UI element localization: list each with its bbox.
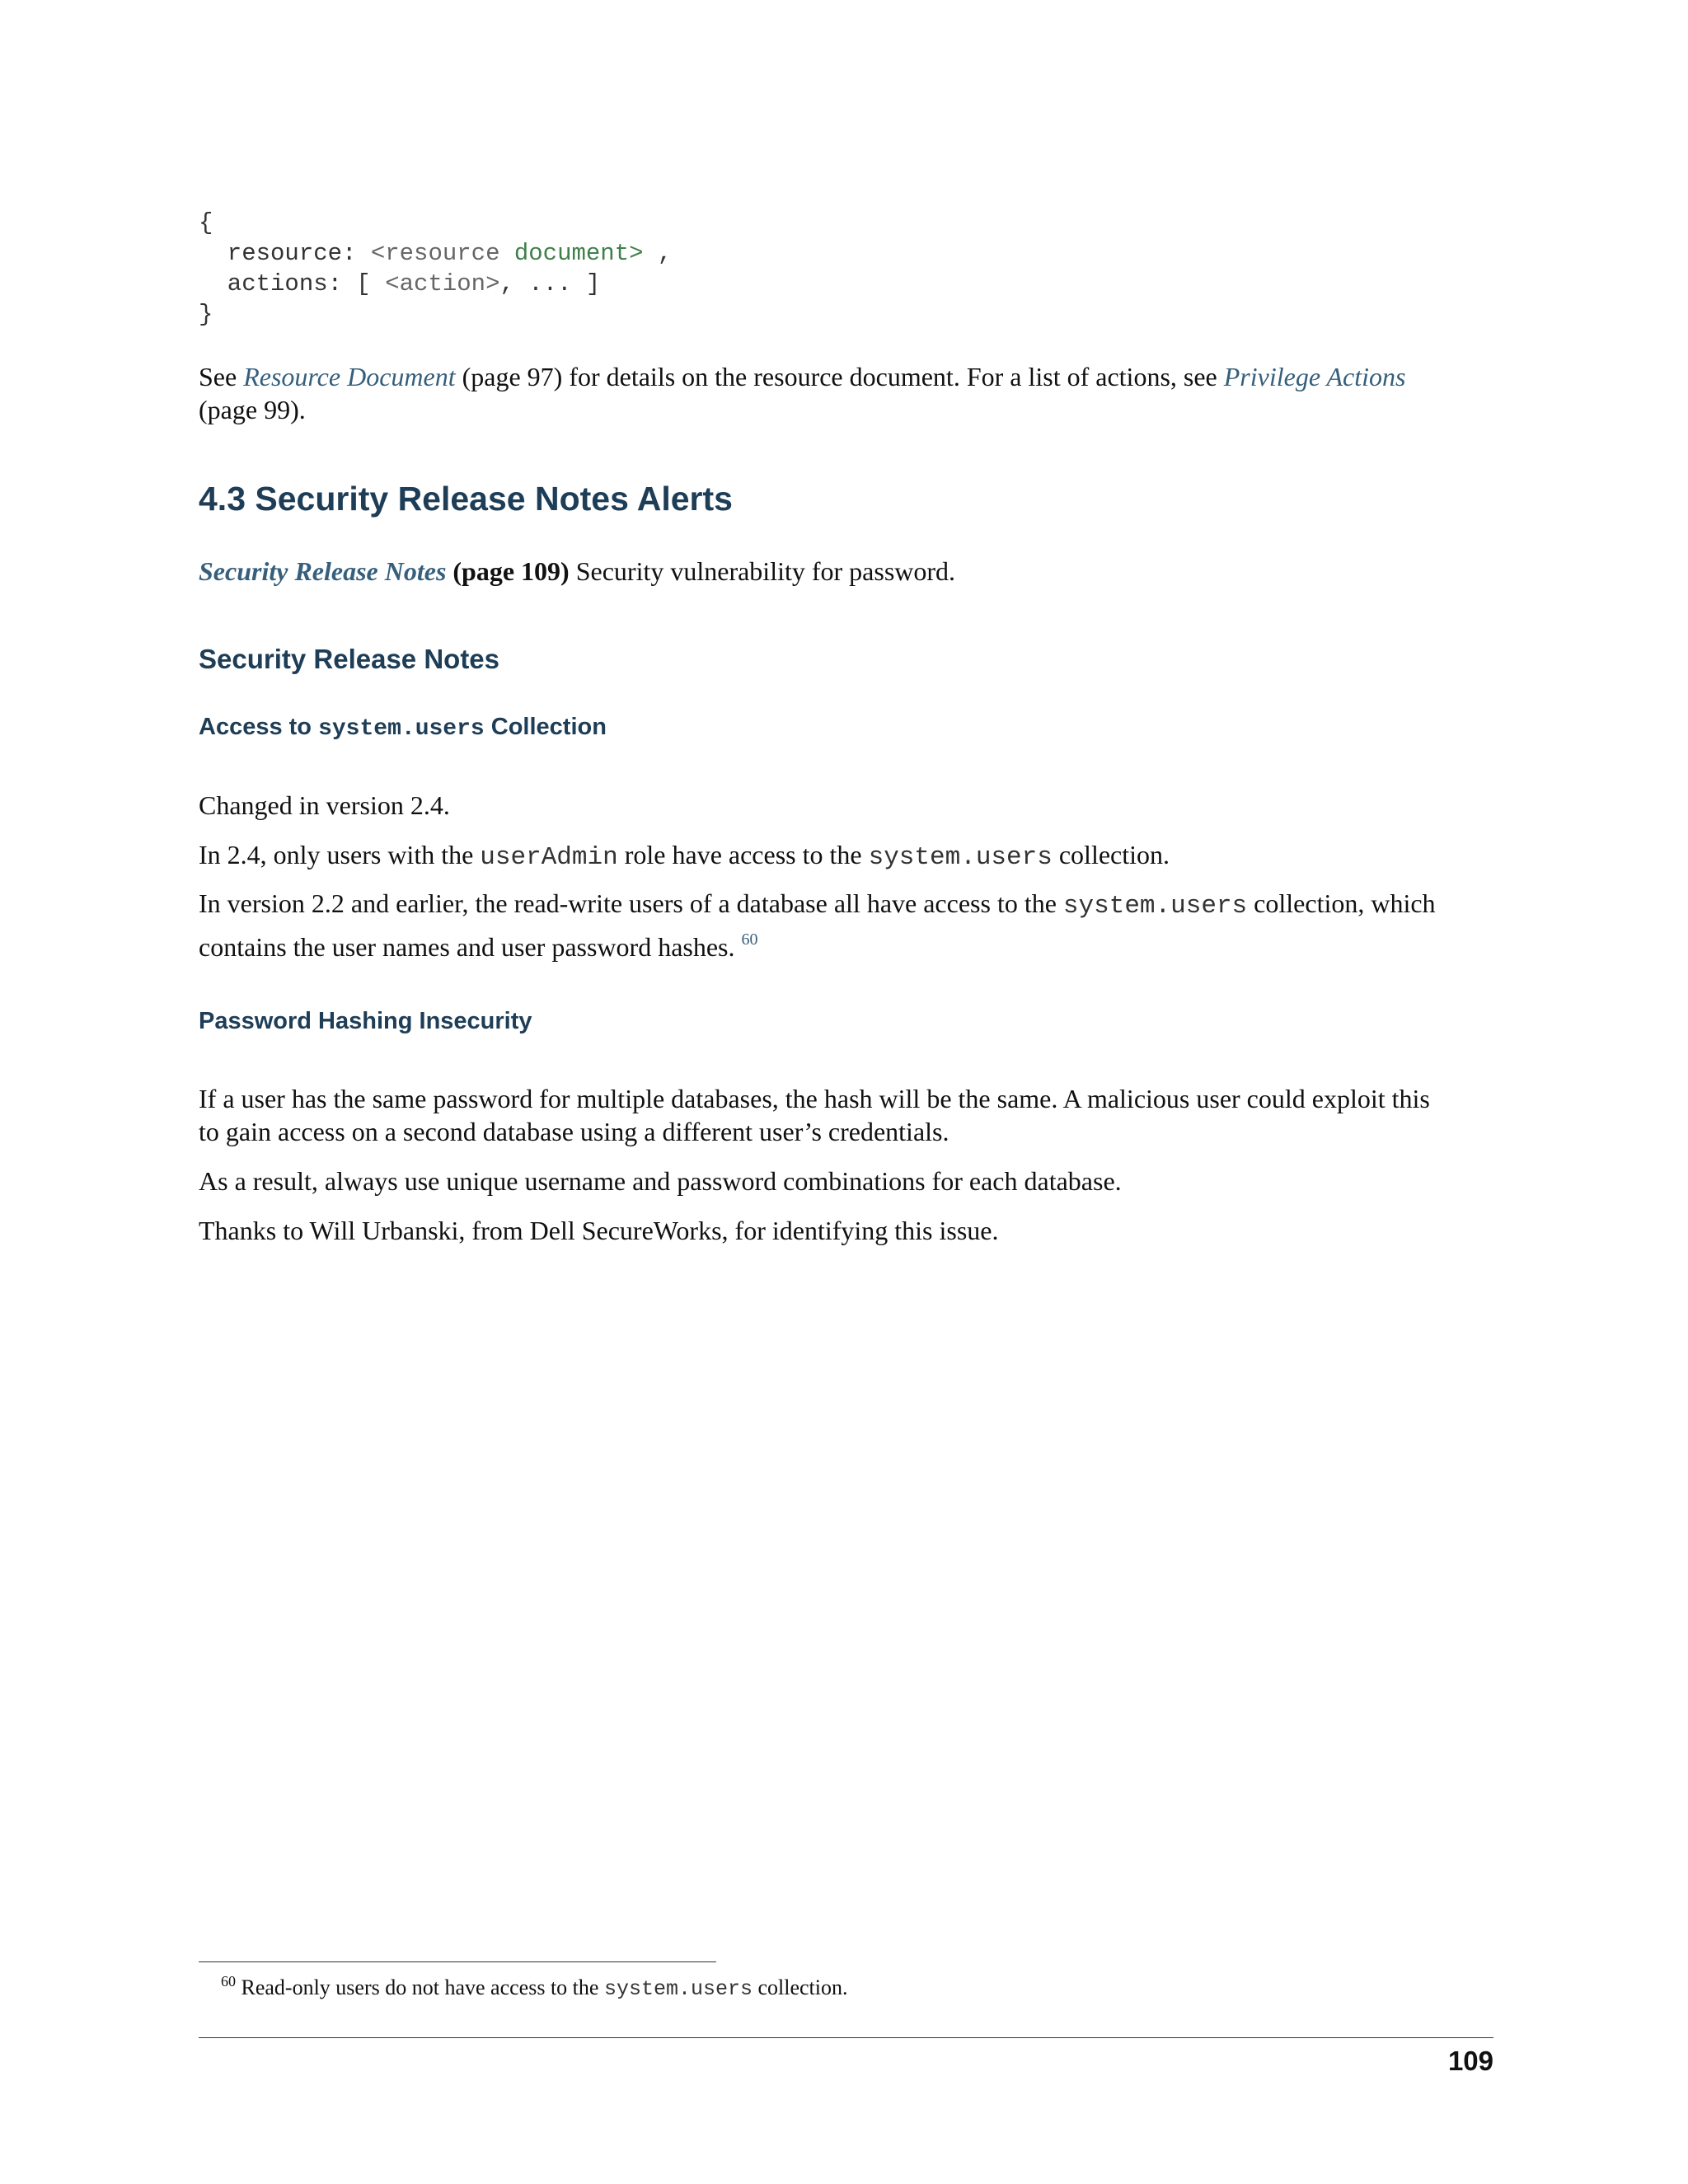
code-text: resource: [199,240,371,267]
version-changed-note: Changed in version 2.4. [199,790,450,820]
see-paragraph: See Resource Document (page 97) for details on the resource document. For a list of actions, see Privilege Actions (page 99). [199,362,1406,424]
footnote-ref-link[interactable]: 60 [741,930,758,949]
code-text: , ... ] [499,270,601,298]
code-line: } [199,301,213,328]
password-heading: Password Hashing Insecurity [199,1008,532,1034]
code-text: actions: [ [199,270,386,298]
subsection-heading: Security Release Notes [199,644,500,674]
code-text: <action> [385,270,500,298]
paragraph: In 2.4, only users with the userAdmin role have access to the system.users collection. [199,840,1170,872]
footnote-divider [199,1961,716,1962]
paragraph: In version 2.2 and earlier, the read-write users of a database all have access to the system.users collection, which contains the user names and user password hashes. $^{60}$ [199,888,1436,962]
security-release-notes-link[interactable]: Security Release Notes [199,556,447,586]
alert-entry [199,555,1493,588]
code-text: document> [513,240,644,267]
document-page [199,0,1493,2184]
alert-description: Security vulnerability for password. [569,556,956,586]
code-block [199,208,672,330]
page-number: 109 [1447,2046,1493,2076]
page-ref: (page 109) [452,556,570,586]
privilege-actions-link[interactable]: Privilege Actions [1223,362,1406,391]
code-text: <resource [370,240,514,267]
paragraph: As a result, always use unique username and password combinations for each database. [199,1166,1122,1196]
code-text: , [643,240,673,267]
paragraph: If a user has the same password for multiple databases, the hash will be the same. A malicious user could exploit this to gain access on a second database using a different user’s credentials. [199,1084,1430,1146]
access-heading: Access to system.users Collection [199,714,607,742]
footnote: $^{60}$ Read-only users do not have access to the system.users collection. [221,1973,848,2001]
paragraph: Thanks to Will Urbanski, from Dell SecureWorks, for identifying this issue. [199,1216,999,1245]
resource-document-link[interactable]: Resource Document [243,362,456,391]
footer-divider [199,2037,1493,2038]
code-line: { [199,209,213,237]
section-heading: 4.3 Security Release Notes Alerts [199,480,733,518]
